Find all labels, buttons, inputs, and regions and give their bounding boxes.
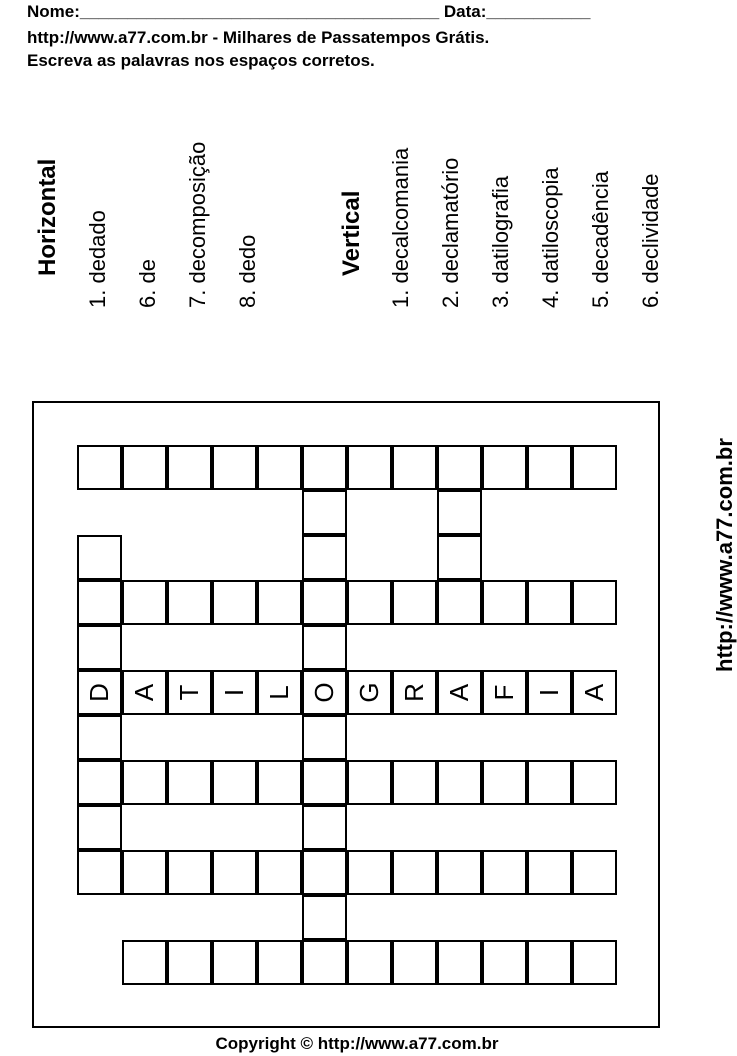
grid-cell[interactable] xyxy=(572,760,617,805)
grid-cell[interactable] xyxy=(527,445,572,490)
vertical-clue: 6. declividade xyxy=(638,173,663,308)
grid-cell[interactable] xyxy=(302,580,347,625)
grid-cell[interactable] xyxy=(437,580,482,625)
copyright: Copyright © http://www.a77.com.br xyxy=(215,1034,499,1053)
grid-cell[interactable] xyxy=(302,490,347,535)
horizontal-clue: 1. dedado xyxy=(85,210,110,308)
grid-cell[interactable] xyxy=(572,580,617,625)
vertical-title: Vertical xyxy=(338,190,365,276)
grid-cell[interactable] xyxy=(77,850,122,895)
side-url: http://www.a77.com.br xyxy=(712,438,737,672)
grid-cell[interactable] xyxy=(302,805,347,850)
grid-cell[interactable] xyxy=(527,760,572,805)
grid-cell[interactable] xyxy=(437,760,482,805)
grid-cell[interactable] xyxy=(392,670,437,715)
grid-cell[interactable] xyxy=(347,670,392,715)
grid-cell[interactable] xyxy=(302,715,347,760)
grid-cell[interactable] xyxy=(572,940,617,985)
grid-cell[interactable] xyxy=(212,445,257,490)
grid-letter: F xyxy=(489,684,519,701)
grid-cell[interactable] xyxy=(257,760,302,805)
grid-cell[interactable] xyxy=(122,940,167,985)
grid-cell[interactable] xyxy=(527,940,572,985)
grid-cell[interactable] xyxy=(302,445,347,490)
grid-cell[interactable] xyxy=(302,535,347,580)
grid-cell[interactable] xyxy=(482,580,527,625)
horizontal-clue: 7. decomposição xyxy=(185,141,210,308)
grid-letter: A xyxy=(579,683,609,702)
horizontal-clue: 8. dedo xyxy=(235,234,260,308)
grid-cell[interactable] xyxy=(482,940,527,985)
grid-cell[interactable] xyxy=(167,940,212,985)
grid-cell[interactable] xyxy=(347,445,392,490)
grid-cell[interactable] xyxy=(77,670,122,715)
grid-cell[interactable] xyxy=(527,580,572,625)
grid-letter: O xyxy=(309,682,339,703)
grid-cell[interactable] xyxy=(122,670,167,715)
grid-cell[interactable] xyxy=(167,760,212,805)
grid-letter: I xyxy=(219,688,249,697)
grid-cell[interactable] xyxy=(212,670,257,715)
vertical-clue: 2. declamatório xyxy=(438,157,463,308)
grid-cell[interactable] xyxy=(257,670,302,715)
grid-letter: I xyxy=(534,688,564,697)
grid-letter: A xyxy=(444,683,474,702)
grid-cell[interactable] xyxy=(212,940,257,985)
grid-cell[interactable] xyxy=(77,535,122,580)
grid-cell[interactable] xyxy=(302,895,347,940)
grid-cell[interactable] xyxy=(167,670,212,715)
grid-cell[interactable] xyxy=(167,580,212,625)
vertical-clue: 3. datilografia xyxy=(488,175,513,308)
grid-letter: R xyxy=(399,683,429,702)
vertical-clue: 1. decalcomania xyxy=(388,147,413,308)
grid-cell[interactable] xyxy=(302,850,347,895)
grid-cell[interactable] xyxy=(212,760,257,805)
grid-cell[interactable] xyxy=(302,760,347,805)
instruction-text: Escreva as palavras nos espaços corretos. xyxy=(27,51,375,70)
grid-letter: G xyxy=(354,682,384,703)
grid-cell[interactable] xyxy=(392,850,437,895)
grid-cell[interactable] xyxy=(392,940,437,985)
site-line: http://www.a77.com.br - Milhares de Passatempos Grátis. xyxy=(27,28,490,47)
grid-cell[interactable] xyxy=(437,535,482,580)
grid-cell[interactable] xyxy=(482,760,527,805)
grid-cell[interactable] xyxy=(302,940,347,985)
grid-cell[interactable] xyxy=(347,940,392,985)
grid-cell[interactable] xyxy=(437,940,482,985)
grid-cell[interactable] xyxy=(257,940,302,985)
grid-cell[interactable] xyxy=(122,760,167,805)
grid-cell[interactable] xyxy=(77,760,122,805)
horizontal-title: Horizontal xyxy=(34,158,61,276)
grid-cell[interactable] xyxy=(572,445,617,490)
name-date-line: Nome:______________________________________ Data:___________ xyxy=(27,2,591,21)
grid-letter: L xyxy=(264,685,294,700)
grid-cell[interactable] xyxy=(77,445,122,490)
grid-cell[interactable] xyxy=(347,580,392,625)
grid-cell[interactable] xyxy=(302,625,347,670)
grid-cell[interactable] xyxy=(437,670,482,715)
grid-cell[interactable] xyxy=(77,625,122,670)
grid-cell[interactable] xyxy=(437,850,482,895)
grid-cell[interactable] xyxy=(77,580,122,625)
grid-cell[interactable] xyxy=(167,445,212,490)
grid-letter: A xyxy=(129,683,159,702)
grid-cell[interactable] xyxy=(392,445,437,490)
grid-cell[interactable] xyxy=(347,850,392,895)
grid-cell[interactable] xyxy=(527,670,572,715)
grid-cell[interactable] xyxy=(77,715,122,760)
grid-cell[interactable] xyxy=(482,670,527,715)
grid-cell[interactable] xyxy=(482,850,527,895)
grid-cell[interactable] xyxy=(212,580,257,625)
grid-cell[interactable] xyxy=(392,760,437,805)
grid-cell[interactable] xyxy=(572,850,617,895)
grid-cell[interactable] xyxy=(167,850,212,895)
grid-cell[interactable] xyxy=(122,580,167,625)
grid-cell[interactable] xyxy=(257,580,302,625)
grid-cell[interactable] xyxy=(302,670,347,715)
horizontal-clue: 6. de xyxy=(135,259,160,308)
grid-cell[interactable] xyxy=(392,580,437,625)
grid-cell[interactable] xyxy=(437,445,482,490)
grid-cell[interactable] xyxy=(257,445,302,490)
grid-cell[interactable] xyxy=(437,490,482,535)
grid-cell[interactable] xyxy=(527,850,572,895)
grid-cell[interactable] xyxy=(212,850,257,895)
grid-cell[interactable] xyxy=(347,760,392,805)
grid-cell[interactable] xyxy=(77,805,122,850)
vertical-clue: 4. datiloscopia xyxy=(538,167,563,308)
grid-letter: D xyxy=(84,683,114,702)
vertical-clue: 5. decadência xyxy=(588,171,613,308)
grid-cell[interactable] xyxy=(257,850,302,895)
grid-cell[interactable] xyxy=(122,850,167,895)
grid-letter: T xyxy=(174,684,204,701)
grid-cell[interactable] xyxy=(122,445,167,490)
grid-cell[interactable] xyxy=(572,670,617,715)
grid-cell[interactable] xyxy=(482,445,527,490)
